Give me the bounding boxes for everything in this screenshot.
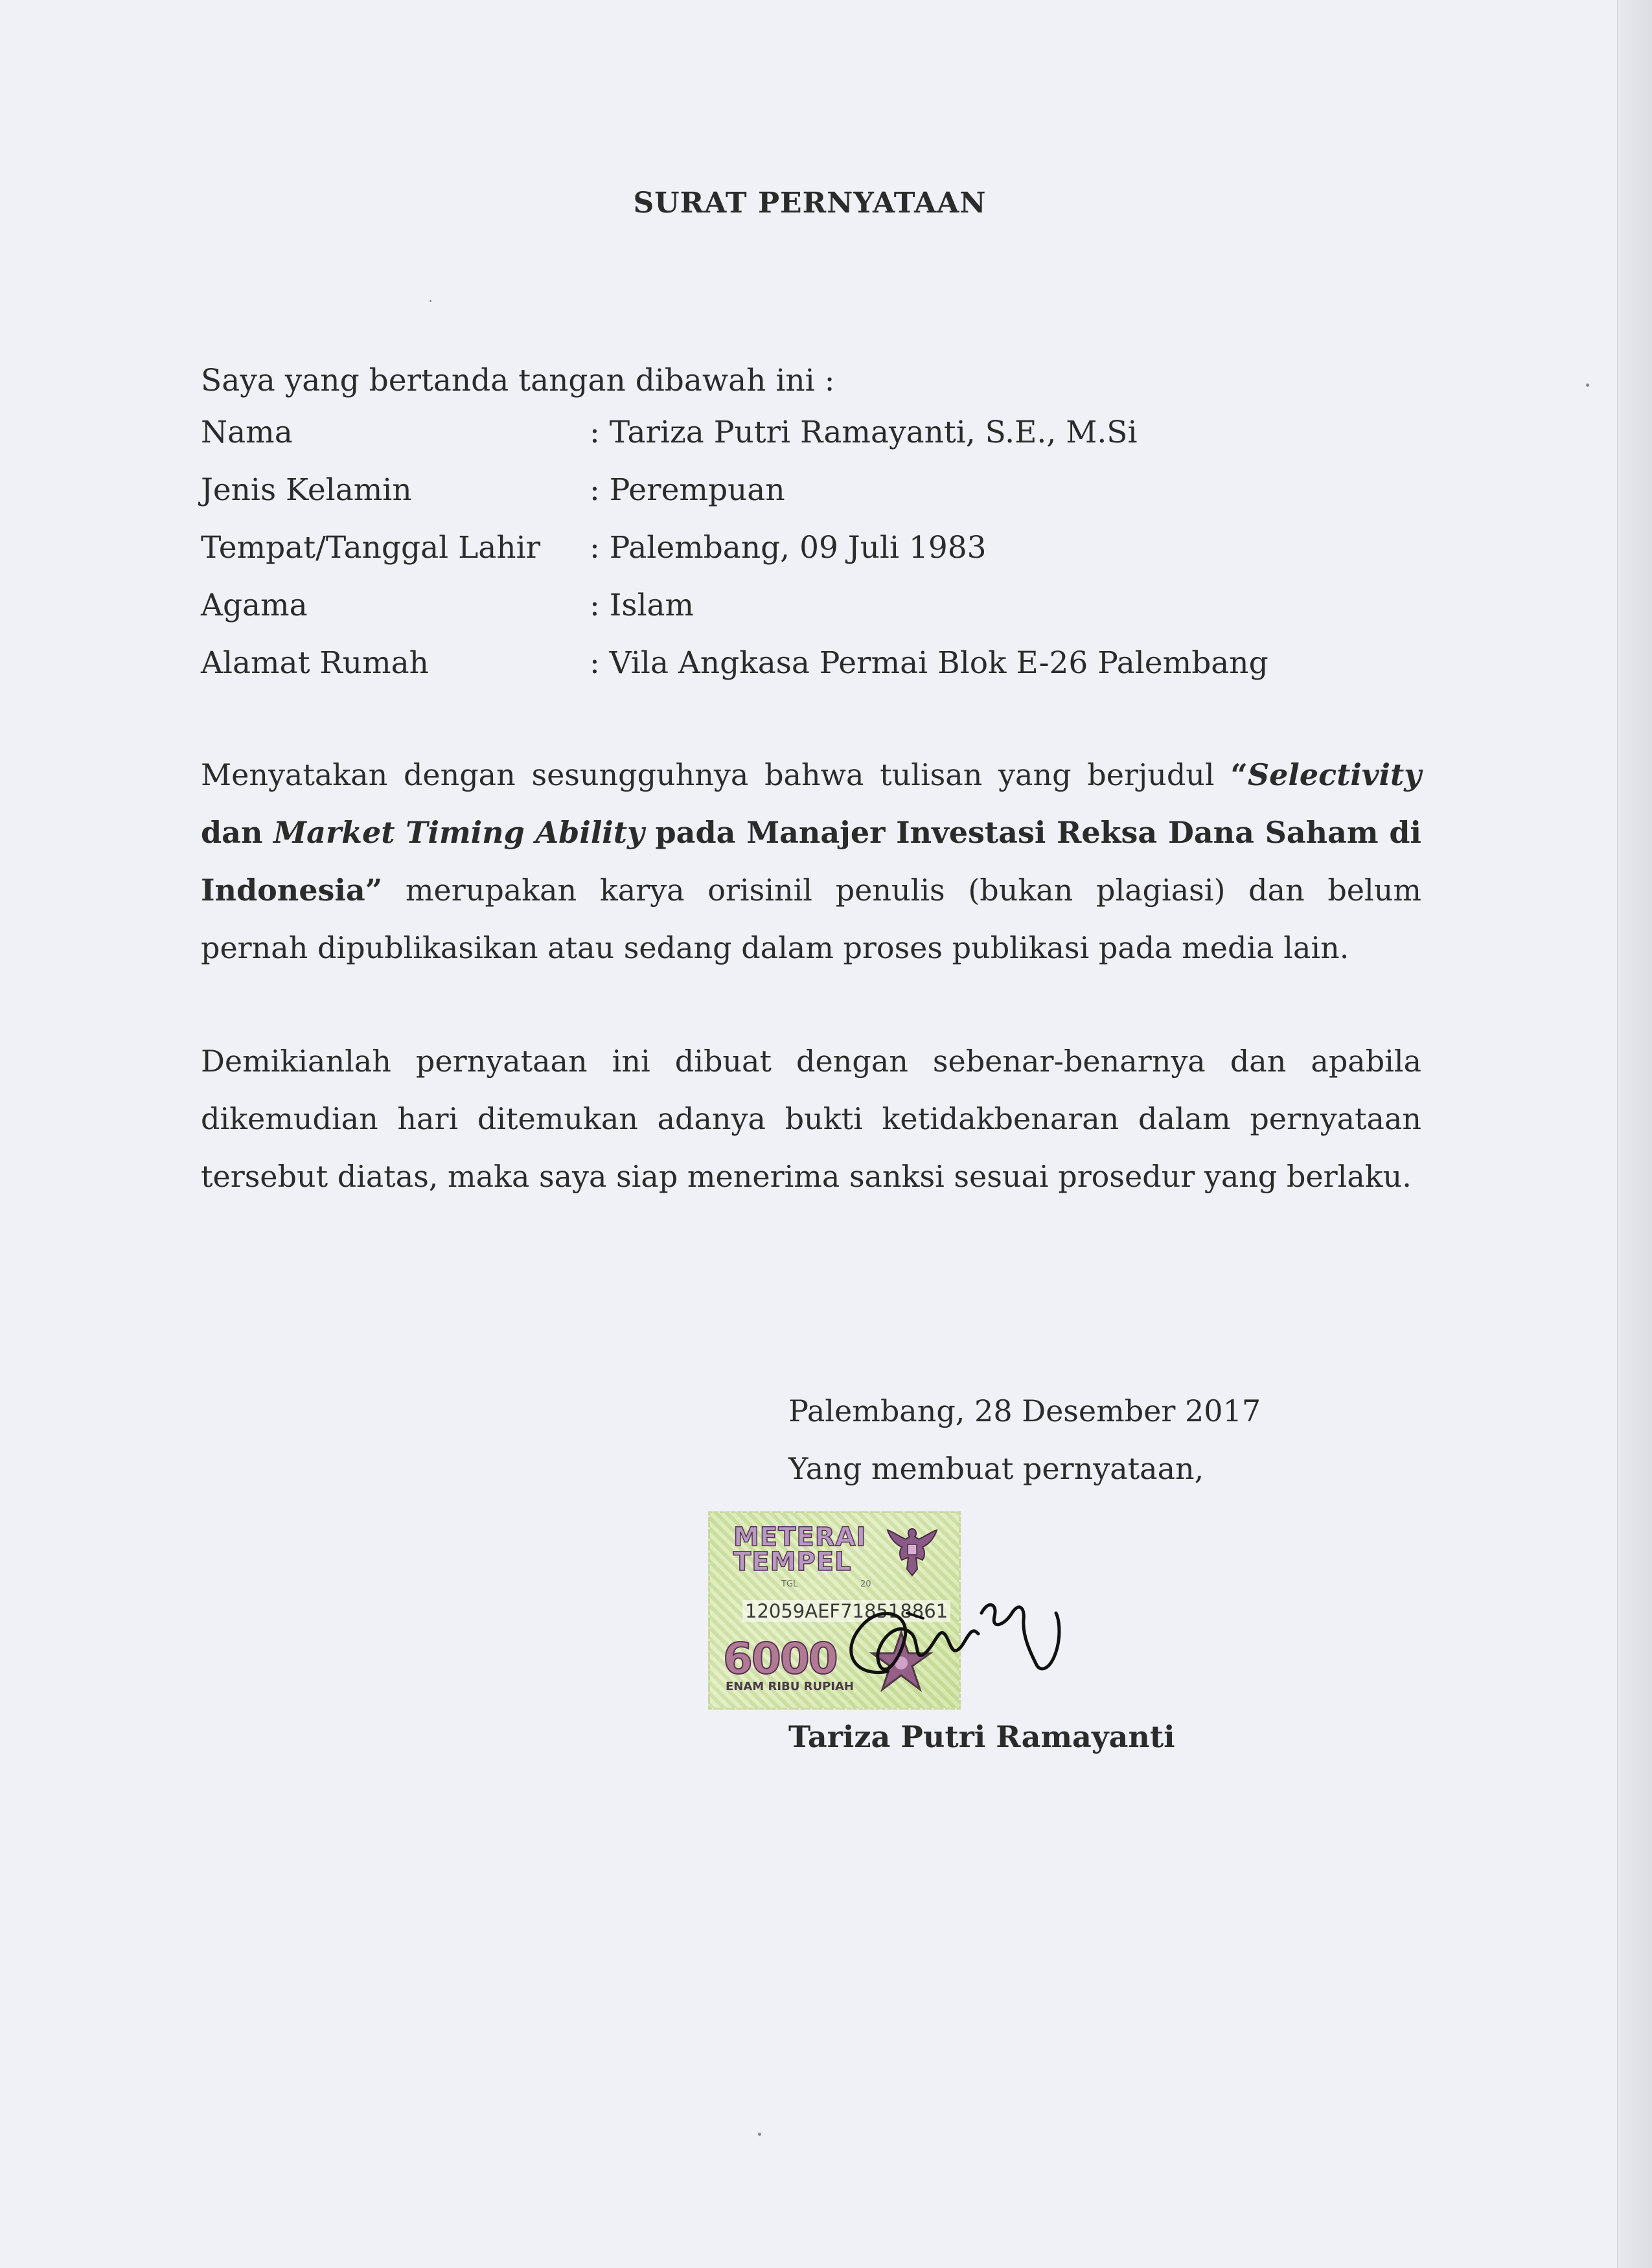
identity-value: : Palembang, 09 Juli 1983: [590, 530, 987, 566]
scan-speck: [758, 2133, 761, 2136]
identity-value: : Islam: [590, 588, 694, 623]
identity-value: : Tariza Putri Ramayanti, S.E., M.Si: [590, 415, 1138, 450]
identity-label: Nama: [201, 415, 293, 450]
identity-value: : Perempuan: [590, 472, 785, 508]
scan-speck: [430, 300, 431, 302]
stamp-serial-number: 12059AEF718518861: [742, 1600, 950, 1622]
statement-paragraph: [201, 746, 1421, 977]
work-title-mid: dan: [201, 815, 274, 850]
identity-label: Tempat/Tanggal Lahir: [201, 530, 541, 566]
identity-label: Jenis Kelamin: [201, 472, 412, 508]
statement-lead: Menyatakan dengan sesungguhnya bahwa tulisan yang berjudul: [201, 757, 1231, 792]
garuda-emblem-icon: [880, 1517, 945, 1582]
stamp-year-prefix: 20: [860, 1579, 871, 1589]
stamp-value: 6000: [723, 1634, 837, 1684]
signature-block: [788, 1382, 1261, 1498]
open-quote: “: [1230, 757, 1248, 792]
stamp-title-line2: TEMPEL: [733, 1547, 852, 1577]
intro-text: Saya yang bertanda tangan dibawah ini :: [201, 363, 835, 398]
document-title: SURAT PERNYATAAN: [633, 187, 987, 220]
statement-tail: merupakan karya orisinil penulis (bukan plagiasi) dan belum pernah dipublikasikan atau sedang dalam proses publikasi pada media lain.: [201, 873, 1421, 965]
stamp-tgl-label: TGL: [781, 1579, 798, 1589]
paper-edge: [1617, 0, 1652, 2268]
place-date: Palembang, 28 Desember 2017: [788, 1393, 1261, 1428]
stamp-title-line1: METERAI: [733, 1522, 867, 1552]
identity-label: Alamat Rumah: [201, 645, 429, 681]
work-title-rest: pada Manajer Investasi Reksa Dana Saham di Indonesia”: [201, 815, 1421, 908]
identity-value: : Vila Angkasa Permai Blok E-26 Palembang: [590, 645, 1268, 681]
identity-label: Agama: [201, 588, 308, 623]
stamp-value-words: ENAM RIBU RUPIAH: [726, 1680, 854, 1693]
work-title-italic-1: Selectivity: [1247, 757, 1421, 792]
work-title-italic-2: Market Timing Ability: [273, 815, 645, 850]
scan-speck: [1586, 384, 1589, 387]
signer-role: Yang membuat pernyataan,: [788, 1451, 1204, 1486]
closing-paragraph: Demikianlah pernyataan ini dibuat dengan sebenar-benarnya dan apabila dikemudian hari ditemukan adanya bukti ketidakbenaran dalam pernyataan tersebut diatas, maka saya siap menerima sanksi sesuai prosedur yang berlaku.: [201, 1044, 1421, 1194]
handwritten-signature: [842, 1574, 1088, 1704]
signer-name: Tariza Putri Ramayanti: [788, 1719, 1175, 1754]
